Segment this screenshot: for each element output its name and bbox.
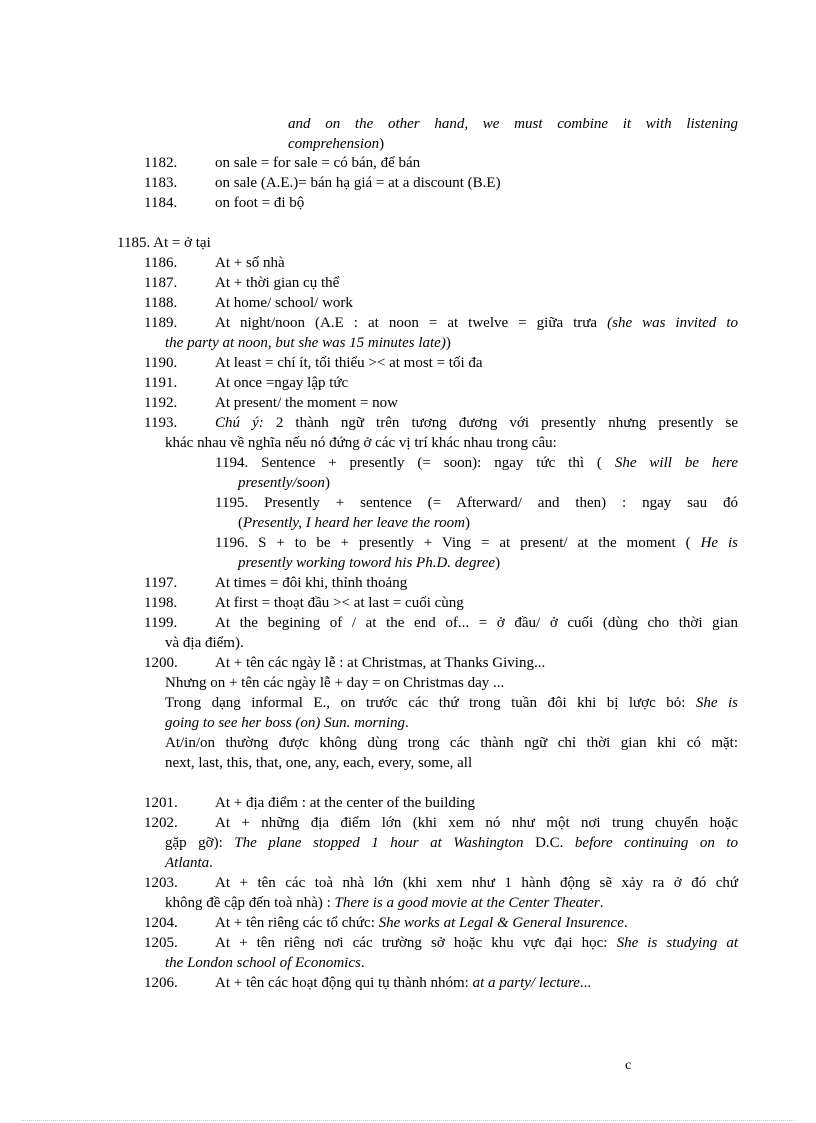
entry-text: At + tên các ngày lễ : at Christmas, at Thanks Giving... [215, 655, 546, 671]
entry-text: At first = thoạt đầu >< at last = cuối cùng [215, 595, 464, 611]
entry-number: 1191. [144, 375, 178, 391]
entry-number: 1204. [144, 915, 178, 931]
entry-number: 1200. [144, 655, 178, 671]
entry-text: At + tên riêng các tổ chức: She works at Legal & General Insurence. [215, 915, 628, 931]
sub-entry: 1195. Presently + sentence (= Afterward/ and then) : ngay sau đó [215, 495, 738, 511]
continuation-line: and on the other hand, we must combine it with listening [288, 116, 738, 132]
entry-text: At home/ school/ work [215, 295, 353, 311]
sub-entry: presently/soon) [238, 475, 330, 491]
entry-number: 1206. [144, 975, 178, 991]
section-heading: 1185. At = ở tại [117, 235, 211, 251]
entry-number: 1201. [144, 795, 178, 811]
entry-text: the London school of Economics. [165, 955, 365, 971]
entry-text: khác nhau về nghĩa nếu nó đứng ở các vị trí khác nhau trong câu: [165, 435, 557, 451]
entry-number: 1202. [144, 815, 178, 831]
entry-text: Nhưng on + tên các ngày lễ + day = on Christmas day ... [165, 675, 505, 691]
entry-text: At the begining of / at the end of... = ở đầu/ ở cuối (dùng cho thời gian [215, 615, 738, 631]
entry-text: và địa điểm). [165, 635, 244, 651]
sub-entry: 1194. Sentence + presently (= soon): ngay tức thì ( She will be here [215, 455, 738, 471]
entry-text: At times = đôi khi, thỉnh thoảng [215, 575, 408, 591]
entry-number: 1188. [144, 295, 178, 311]
sub-entry: 1196. S + to be + presently + Ving = at present/ at the moment ( He is [215, 535, 739, 551]
entry-text: At + tên riêng nơi các trường sở hoặc khu vực đại học: She is studying at [215, 935, 738, 951]
entry-number: 1197. [144, 575, 178, 591]
entry-number: 1199. [144, 615, 178, 631]
entry-text: on sale = for sale = có bán, để bán [215, 155, 421, 171]
entry-text: At + những địa điểm lớn (khi xem nó như một nơi trung chuyển hoặc [215, 815, 738, 831]
continuation-line: comprehension) [288, 136, 385, 152]
entry-number: 1198. [144, 595, 178, 611]
entry-text: on foot = đi bộ [215, 195, 305, 211]
entry-number: 1190. [144, 355, 178, 371]
entry-text: At + địa điểm : at the center of the building [215, 795, 476, 811]
sub-entry: presently working toword his Ph.D. degree) [238, 555, 501, 571]
entry-number: 1187. [144, 275, 178, 291]
entry-text: At + số nhà [215, 255, 285, 271]
entry-number: 1183. [144, 175, 178, 191]
entry-number: 1186. [144, 255, 178, 271]
entry-number: 1182. [144, 155, 178, 171]
page-bottom-divider [22, 1120, 794, 1121]
entry-text: At night/noon (A.E : at noon = at twelve = giữa trưa (she was invited to [215, 315, 738, 331]
entry-text: next, last, this, that, one, any, each, every, some, all [165, 755, 473, 771]
sub-entry: (Presently, I heard her leave the room) [238, 515, 471, 531]
entry-text: At least = chí ít, tối thiểu >< at most = tối đa [215, 355, 483, 371]
entry-text: the party at noon, but she was 15 minutes late)) [165, 335, 451, 351]
entry-text: gặp gỡ): The plane stopped 1 hour at Washington D.C. before continuing on to [165, 835, 738, 851]
entry-text: going to see her boss (on) Sun. morning. [165, 715, 409, 731]
entry-text: At + tên các hoạt động qui tụ thành nhóm: at a party/ lecture... [215, 975, 592, 991]
entry-text: At once =ngay lập tức [215, 375, 349, 391]
entry-text: Trong dạng informal E., on trước các thứ trong tuần đôi khi bị lược bỏ: She is [165, 695, 738, 711]
entry-number: 1205. [144, 935, 178, 951]
entry-number: 1192. [144, 395, 178, 411]
entry-number: 1189. [144, 315, 178, 331]
entry-text: on sale (A.E.)= bán hạ giá = at a discount (B.E) [215, 175, 501, 191]
entry-number: 1184. [144, 195, 178, 211]
page-number: c [625, 1058, 632, 1073]
entry-number: 1193. [144, 415, 178, 431]
entry-text: At + thời gian cụ thể [215, 275, 340, 291]
entry-text: At present/ the moment = now [215, 395, 399, 411]
entry-text: không đề cập đến toà nhà) : There is a good movie at the Center Theater. [165, 895, 604, 911]
entry-number: 1203. [144, 875, 178, 891]
entry-text: Atlanta. [165, 855, 213, 871]
entry-text: At + tên các toà nhà lớn (khi xem như 1 hành động sẽ xảy ra ở đó chứ [215, 875, 738, 891]
entry-text: Chú ý: 2 thành ngữ trên tương đương với presently nhưng presently se [215, 415, 738, 431]
entry-text: At/in/on thường được không dùng trong các thành ngữ chỉ thời gian khi có mặt: [165, 735, 738, 751]
